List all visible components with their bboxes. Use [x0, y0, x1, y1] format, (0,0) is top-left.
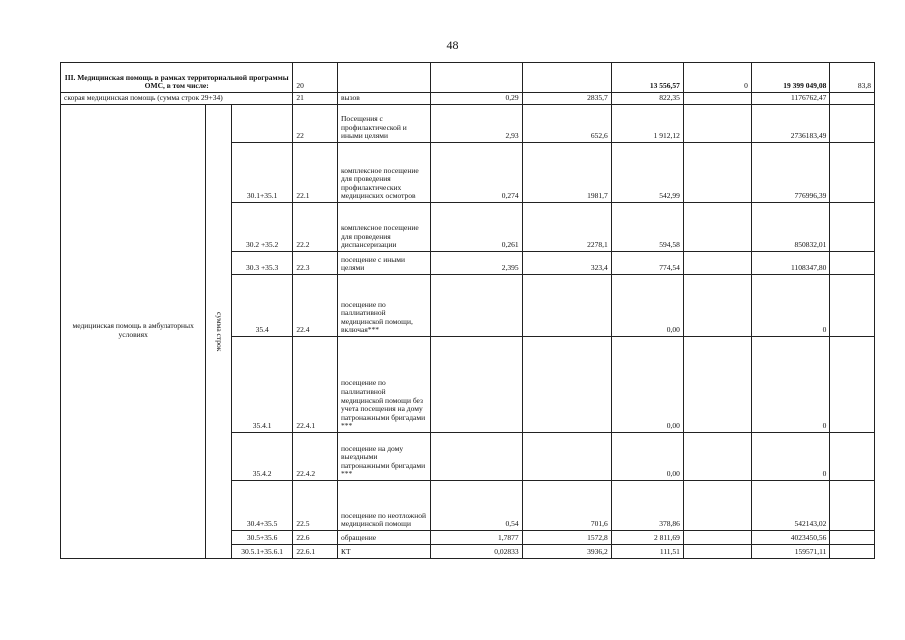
cost-cell: 1981,7	[522, 143, 611, 203]
code-cell: 35.4.1	[231, 337, 293, 433]
cost-cell: 1572,8	[522, 531, 611, 545]
norm-cell: 1,7877	[431, 531, 522, 545]
code-cell: 30.5.1+35.6.1	[231, 545, 293, 559]
cost-cell: 3936,2	[522, 545, 611, 559]
total-cell: 4023450,56	[751, 531, 830, 545]
cost-cell: 701,6	[522, 481, 611, 531]
cost-cell: 652,6	[522, 105, 611, 143]
line-number: 22	[293, 105, 338, 143]
line-number: 21	[293, 93, 338, 105]
total-cell: 0	[751, 275, 830, 337]
code-cell: 30.5+35.6	[231, 531, 293, 545]
line-number: 22.4.2	[293, 433, 338, 481]
per-capita-cell: 0,00	[611, 433, 683, 481]
per-capita-cell: 1 912,12	[611, 105, 683, 143]
total-cell: 2736183,49	[751, 105, 830, 143]
percent-cell	[830, 93, 875, 105]
percent-cell	[830, 143, 875, 203]
page-number: 48	[446, 38, 459, 52]
percent-cell	[830, 252, 875, 275]
code-cell: 30.3 +35.3	[231, 252, 293, 275]
code-cell: 30.1+35.1	[231, 143, 293, 203]
total-cell: 159571,11	[751, 545, 830, 559]
line-number: 22.6	[293, 531, 338, 545]
cost-cell	[522, 63, 611, 93]
ambulatory-label: медицинская помощь в амбулаторных условиях	[61, 105, 206, 559]
unit-cell	[337, 63, 430, 93]
code-cell	[231, 105, 293, 143]
code-cell: 30.2 +35.2	[231, 203, 293, 252]
percent-cell	[830, 203, 875, 252]
unit-cell: комплексное посещение для проведения диспансеризации	[337, 203, 430, 252]
cost-cell	[522, 433, 611, 481]
total-cell: 850832,01	[751, 203, 830, 252]
percent-cell	[830, 531, 875, 545]
norm-cell: 0,29	[431, 93, 522, 105]
line-number: 22.5	[293, 481, 338, 531]
percent-cell	[830, 275, 875, 337]
line-number: 22.6.1	[293, 545, 338, 559]
cost-cell	[522, 337, 611, 433]
per-capita-cell: 2 811,69	[611, 531, 683, 545]
c9-cell	[683, 481, 751, 531]
percent-cell	[830, 105, 875, 143]
code-cell: 35.4.2	[231, 433, 293, 481]
percent-cell: 83,8	[830, 63, 875, 93]
c9-cell	[683, 545, 751, 559]
norm-cell: 2,395	[431, 252, 522, 275]
row-label: скорая медицинская помощь (сумма строк 29+34)	[61, 93, 293, 105]
total-cell: 0	[751, 337, 830, 433]
code-cell: 30.4+35.5	[231, 481, 293, 531]
unit-cell: посещение по неотложной медицинской помощи	[337, 481, 430, 531]
unit-cell: КТ	[337, 545, 430, 559]
table-row	[61, 93, 875, 105]
cost-cell: 323,4	[522, 252, 611, 275]
unit-cell: вызов	[337, 93, 430, 105]
line-number: 22.1	[293, 143, 338, 203]
percent-cell	[830, 481, 875, 531]
per-capita-cell: 594,58	[611, 203, 683, 252]
table-row	[61, 105, 875, 143]
per-capita-cell: 378,86	[611, 481, 683, 531]
c9-cell	[683, 93, 751, 105]
per-capita-cell: 13 556,57	[611, 63, 683, 93]
c9-cell	[683, 252, 751, 275]
vertical-label-text: сумма строк	[214, 311, 224, 352]
line-number: 22.4.1	[293, 337, 338, 433]
financing-table	[60, 62, 875, 559]
unit-cell: посещение на дому выездными патронажными бригадами ***	[337, 433, 430, 481]
cost-cell: 2835,7	[522, 93, 611, 105]
code-cell: 35.4	[231, 275, 293, 337]
unit-cell: посещение по паллиативной медицинской помощи, включая***	[337, 275, 430, 337]
norm-cell: 0,54	[431, 481, 522, 531]
line-number: 20	[293, 63, 338, 93]
vertical-label	[206, 105, 231, 559]
section-label: III. Медицинская помощь в рамках территориальной программы ОМС, в том числе:	[61, 63, 293, 93]
line-number: 22.2	[293, 203, 338, 252]
norm-cell: 0,274	[431, 143, 522, 203]
c9-cell	[683, 433, 751, 481]
c9-cell: 0	[683, 63, 751, 93]
cost-cell: 2278,1	[522, 203, 611, 252]
percent-cell	[830, 337, 875, 433]
c9-cell	[683, 337, 751, 433]
unit-cell: комплексное посещение для проведения профилактических медицинских осмотров	[337, 143, 430, 203]
line-number: 22.4	[293, 275, 338, 337]
unit-cell: посещение с иными целями	[337, 252, 430, 275]
norm-cell: 2,93	[431, 105, 522, 143]
norm-cell: 0,261	[431, 203, 522, 252]
total-cell: 1108347,80	[751, 252, 830, 275]
c9-cell	[683, 275, 751, 337]
line-number: 22.3	[293, 252, 338, 275]
per-capita-cell: 111,51	[611, 545, 683, 559]
total-cell: 1176762,47	[751, 93, 830, 105]
unit-cell: Посещения с профилактической и иными целями	[337, 105, 430, 143]
table-row	[61, 63, 875, 93]
cost-cell	[522, 275, 611, 337]
c9-cell	[683, 143, 751, 203]
norm-cell	[431, 63, 522, 93]
per-capita-cell: 0,00	[611, 275, 683, 337]
percent-cell	[830, 545, 875, 559]
norm-cell	[431, 337, 522, 433]
unit-cell: посещение по паллиативной медицинской помощи без учета посещения на дому патронажными бригадами ***	[337, 337, 430, 433]
norm-cell	[431, 433, 522, 481]
per-capita-cell: 774,54	[611, 252, 683, 275]
norm-cell	[431, 275, 522, 337]
per-capita-cell: 0,00	[611, 337, 683, 433]
per-capita-cell: 822,35	[611, 93, 683, 105]
per-capita-cell: 542,99	[611, 143, 683, 203]
total-cell: 776996,39	[751, 143, 830, 203]
norm-cell: 0,02833	[431, 545, 522, 559]
percent-cell	[830, 433, 875, 481]
c9-cell	[683, 531, 751, 545]
total-cell: 0	[751, 433, 830, 481]
c9-cell	[683, 203, 751, 252]
unit-cell: обращение	[337, 531, 430, 545]
total-cell: 19 399 049,08	[751, 63, 830, 93]
total-cell: 542143,02	[751, 481, 830, 531]
c9-cell	[683, 105, 751, 143]
